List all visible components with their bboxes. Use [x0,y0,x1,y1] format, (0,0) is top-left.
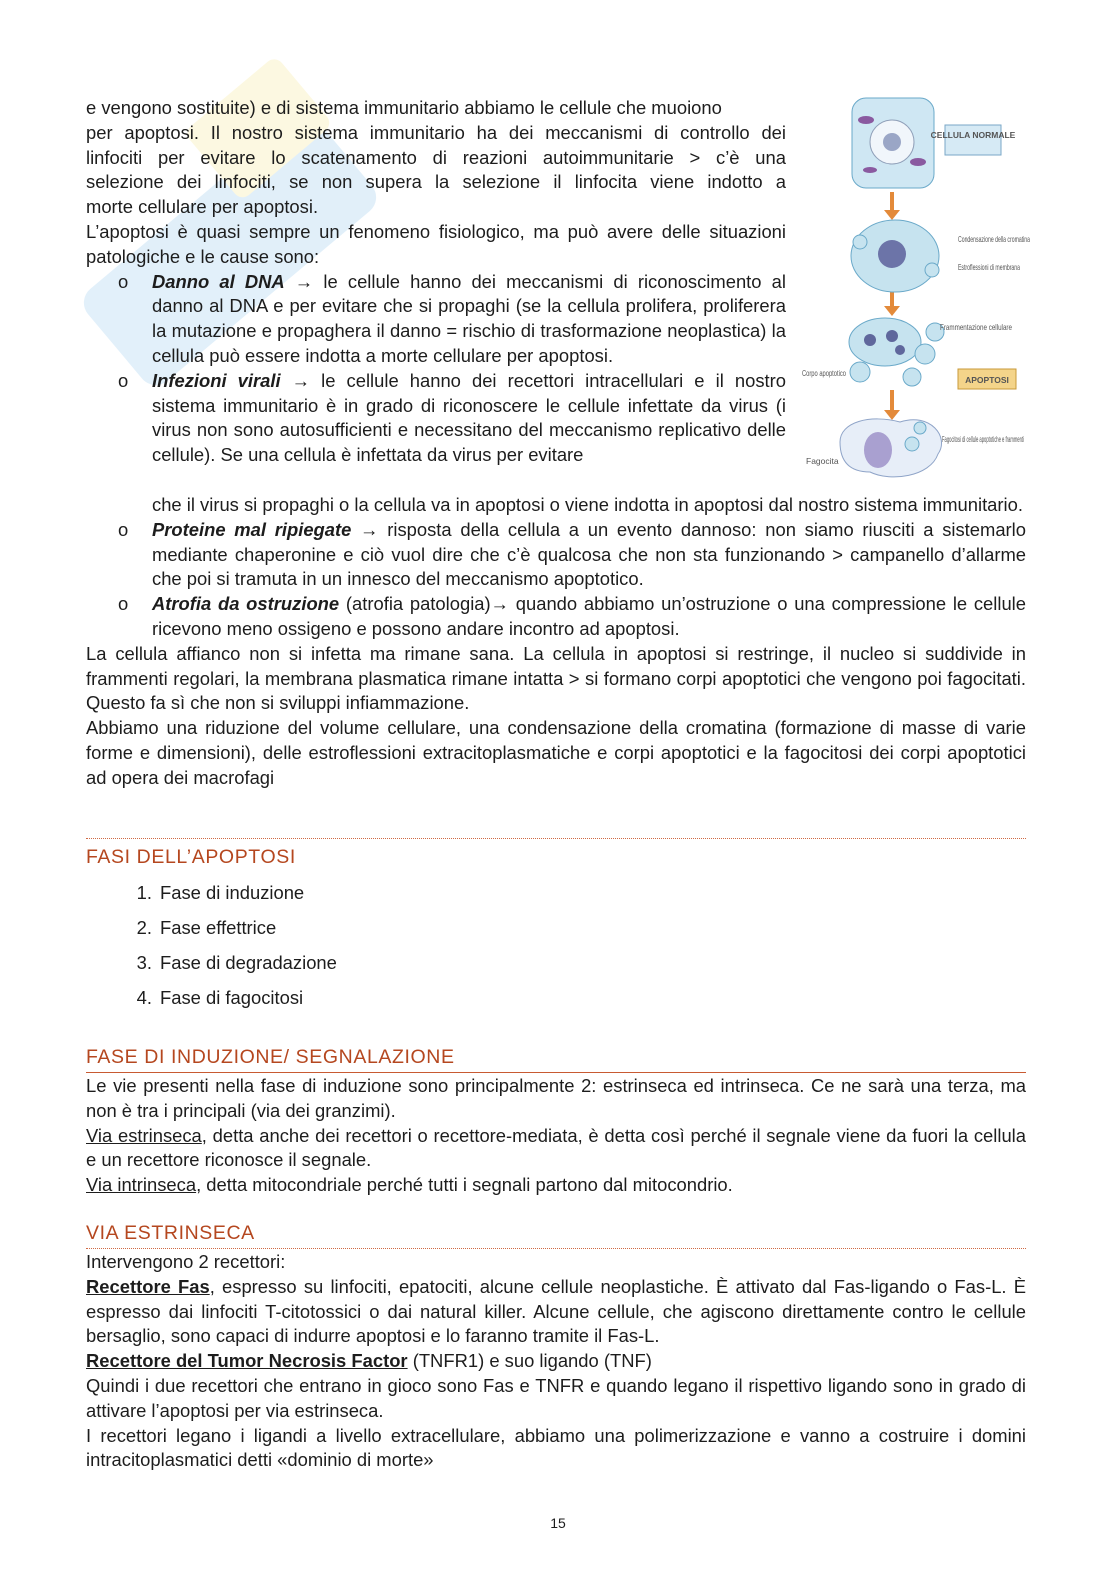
list-item [86,983,337,1018]
cause-text: le cellule hanno dei meccanismi di riconoscimento al danno al DNA e per evitare che si propaghi (se la cellula prolifera, proliferera la mutazione e propaghera il danno = rischio di trasformazione neoplastica) la cellula può essere indotta a morte cellulare per apoptosi. [152,270,786,366]
list-label: Fase di induzione [160,882,305,903]
normal-cell-illustration [852,98,934,188]
cause-item [86,270,786,369]
intro-line: e vengono sostituite) e di sistema immunitario abbiamo le cellule che muoiono [86,97,722,118]
section-heading: FASI DELL’APOPTOSI [86,846,296,868]
normal-label: CELLULA NORMALE [930,130,1016,140]
phagocytosis-label: Fagocitosi di cellule apoptotiche e frammenti [942,434,1025,444]
body-label: Corpo apoptotico [802,368,847,378]
term-text: , espresso su linfociti, epatociti, alcune cellule neoplastiche. È attivato dal Fas-ligando o Fas-L. È espresso dai linfociti T-citotossici o dai natural killer. Alcune cellule, che agiscono direttamente contro le cellule bersaglio, sono capaci di indurre apoptosi e lo faranno tramite il Fas-L. [86,1275,1026,1347]
list-label: Fase di degradazione [160,952,337,973]
body-paragraph [86,1124,1026,1174]
intro-line: linfociti per evitare lo scatenamento di reazioni autoimmunitarie > c’è una [86,146,786,168]
body-paragraph [86,1275,1026,1349]
cause-paren: (atrofia patologia) [345,593,491,615]
section-heading: VIA ESTRINSECA [86,1222,255,1244]
list-item [86,913,337,948]
intro-line: per apoptosi. Il nostro sistema immunitario ha dei meccanismi di controllo dei [86,121,786,143]
section-divider [86,1248,1026,1249]
page-number: 15 [550,1515,566,1531]
condensation-label: Condensazione della cromatina [958,234,1031,244]
fragmentation-label: Frammentazione cellulare [940,322,1013,332]
arrow-icon: → [360,518,379,540]
term-label: Via intrinseca [86,1174,197,1196]
cause-item [86,592,1026,642]
section-heading: FASE DI INDUZIONE/ SEGNALAZIONE [86,1046,455,1068]
body-paragraph: I recettori legano i ligandi a livello extracellulare, abbiamo una polimerizzazione e vanno a costruire i domini intracitoplasmatici detti «dominio di morte» [86,1424,1026,1471]
term-text: , detta mitocondriale perché tutti i segnali partono dal mitocondrio. [196,1174,733,1196]
term-label: Recettore del Tumor Necrosis Factor [86,1350,408,1372]
arrow-icon: → [294,270,314,292]
list-label: Fase di fagocitosi [160,987,304,1008]
phagocyte-illustration [840,419,942,477]
term-label: Recettore Fas [86,1275,210,1297]
cause-text: quando abbiamo un’ostruzione o una compressione le cellule ricevono meno ossigeno e possono andare incontro ad apoptosi. [152,593,1026,639]
list-item [86,948,337,983]
list-number: 4. [136,987,152,1008]
section-divider [86,838,1026,839]
cause-title: Atrofia da ostruzione [152,593,340,615]
bullet-marker: o [118,518,129,540]
list-number: 2. [136,917,152,938]
cause-title: Infezioni virali [152,369,281,391]
fragmenting-cell-illustration [849,318,944,386]
apoptosis-label: APOPTOSI [965,375,1009,385]
intro-paragraph: L’apoptosi è quasi sempre un fenomeno fisiologico, ma può avere delle situazioni patologiche e le cause sono: [86,220,786,267]
estrinseca-block [86,1250,1026,1473]
body-paragraph: Le vie presenti nella fase di induzione sono principalmente 2: estrinseca ed intrinseca. Ce ne sarà una terza, ma non è tra i principali (via dei granzimi). [86,1075,1026,1121]
list-item [86,878,337,913]
bullet-marker: o [118,270,129,292]
cause-item [86,518,1026,592]
list-label: Fase effettrice [160,917,277,938]
term-text: (TNFR1) e suo ligando (TNF) [407,1350,652,1372]
intro-block [86,96,786,468]
term-label: Via estrinseca [86,1124,202,1146]
phagocyte-label: Fagocita [806,456,839,466]
arrow-icon: → [291,369,311,391]
intro-line: selezione dei linfociti, se non supera la selezione il linfocita viene indotto a [86,171,786,193]
body-paragraph: Quindi i due recettori che entrano in gioco sono Fas e TNFR e quando legano il rispettivo ligando sono in grado di attivare l’apoptosi per via estrinseca. [86,1374,1026,1421]
list-number: 1. [136,882,152,903]
phases-list [86,878,337,1018]
membrane-label: Estroflessioni di membrana [958,262,1021,272]
bullet-marker: o [118,593,129,615]
body-paragraph: La cellula affianco non si infetta ma rimane sana. La cellula in apoptosi si restringe, il nucleo si suddivide in frammenti regolari, la membrana plasmatica rimane intatta > si formano corpi apoptotici che vengono poi fagocitati. Questo fa sì che non si sviluppi infiammazione. [86,642,1026,714]
list-number: 3. [136,952,152,973]
body-paragraph: Intervengono 2 recettori: [86,1251,286,1272]
term-text: , detta anche dei recettori o recettore-mediata, è detta così perché il segnale viene da fuori la cellula e un recettore riconosce il segnale. [86,1124,1026,1171]
cause-title: Danno al DNA [152,270,285,292]
section-divider [86,1072,1026,1073]
apoptosis-figure [800,92,1035,492]
cause-item [86,369,786,468]
body-paragraph [86,1173,1026,1198]
causes-continued [86,493,1026,791]
bullet-marker: o [118,369,129,391]
intro-line: morte cellulare per apoptosi. [86,196,319,218]
body-paragraph: Abbiamo una riduzione del volume cellulare, una condensazione della cromatina (formazione di masse di varie forme e dimensioni), delle estroflessioni extracitoplasmatiche e corpi apoptotici e la fagocitosi dei corpi apoptotici ad opera dei macrofagi [86,717,1026,788]
cause-text: risposta della cellula a un evento dannoso: non siamo riusciti a sistemarlo mediante chaperonine e ciò vuol dire che c’è qualcosa che non sta funzionando > campanello d’allarme che poi si tramuta in un innesco del meccanismo apoptotico. [152,518,1026,590]
cause-continuation [86,493,1026,518]
induzione-block [86,1074,1026,1198]
condensing-cell-illustration [851,220,939,292]
cause-title: Proteine mal ripiegate [152,518,352,540]
cause-text: che il virus si propaghi o la cellula va in apoptosi o viene indotta in apoptosi dal nostro sistema immunitario. [152,494,1023,515]
arrow-icon: → [490,593,510,615]
cause-text: le cellule hanno dei recettori intracellulari e il nostro sistema immunitario è in grado di riconoscere le cellule infettate da virus (i virus non sono autosufficienti e necessitano del meccanismo replicativo delle cellule). Se una cellula è infettata da virus per evitare [152,369,786,466]
body-paragraph [86,1349,1026,1374]
